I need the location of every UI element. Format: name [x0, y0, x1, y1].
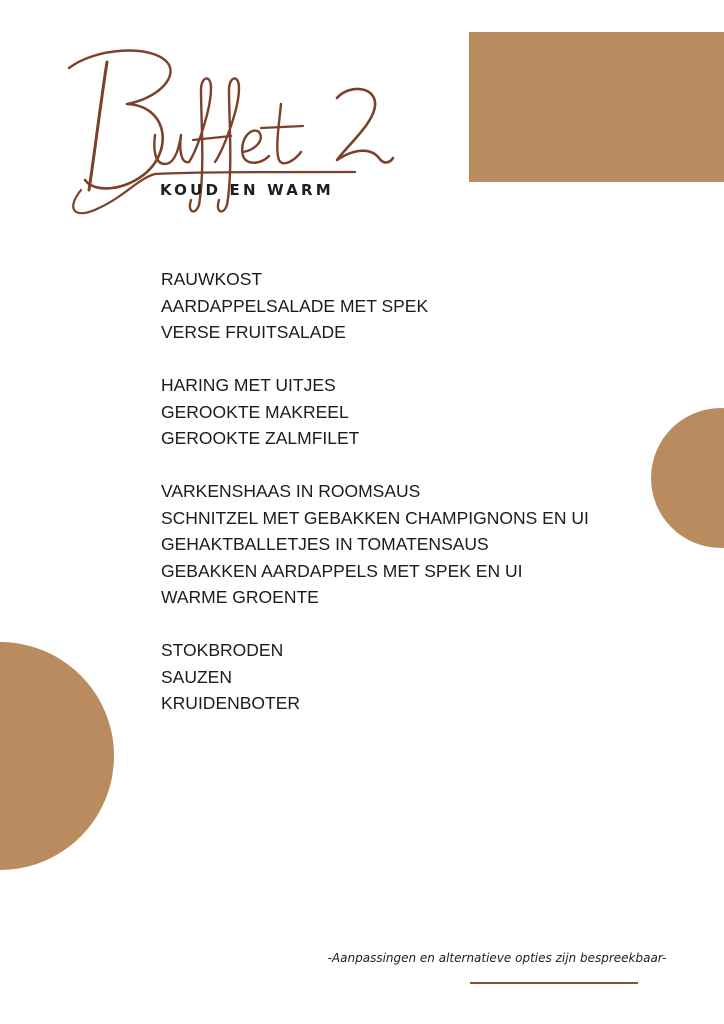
decorative-rectangle — [469, 32, 724, 182]
menu-item: AARDAPPELSALADE MET SPEK — [161, 295, 429, 316]
menu-list — [161, 266, 681, 743]
menu-group-fish — [161, 372, 681, 452]
menu-item: GEBAKKEN AARDAPPELS MET SPEK EN UI — [161, 560, 523, 581]
menu-item: WARME GROENTE — [161, 587, 319, 607]
menu-item: SAUZEN — [161, 666, 232, 687]
page-subtitle: KOUD EN WARM — [160, 181, 334, 199]
decorative-circle-left — [0, 642, 114, 870]
menu-item: GEROOKTE MAKREEL — [161, 401, 349, 422]
menu-group-salads — [161, 266, 681, 346]
footer-divider — [470, 982, 638, 984]
menu-item: SCHNITZEL MET GEBAKKEN CHAMPIGNONS EN UI — [161, 507, 589, 528]
menu-item: KRUIDENBOTER — [161, 693, 301, 713]
menu-group-warm — [161, 478, 681, 611]
menu-group-bread — [161, 637, 681, 717]
menu-item: GEHAKTBALLETJES IN TOMATENSAUS — [161, 534, 489, 554]
menu-item: VARKENSHAAS IN ROOMSAUS — [161, 481, 421, 501]
menu-item: RAUWKOST — [161, 269, 263, 289]
menu-item: STOKBRODEN — [161, 640, 284, 660]
menu-item: HARING MET UITJES — [161, 375, 336, 395]
footer-note: -Aanpassingen en alternatieve opties zijn bespreekbaar- — [327, 951, 667, 965]
menu-item: VERSE FRUITSALADE — [161, 322, 346, 342]
menu-item: GEROOKTE ZALMFILET — [161, 428, 360, 448]
